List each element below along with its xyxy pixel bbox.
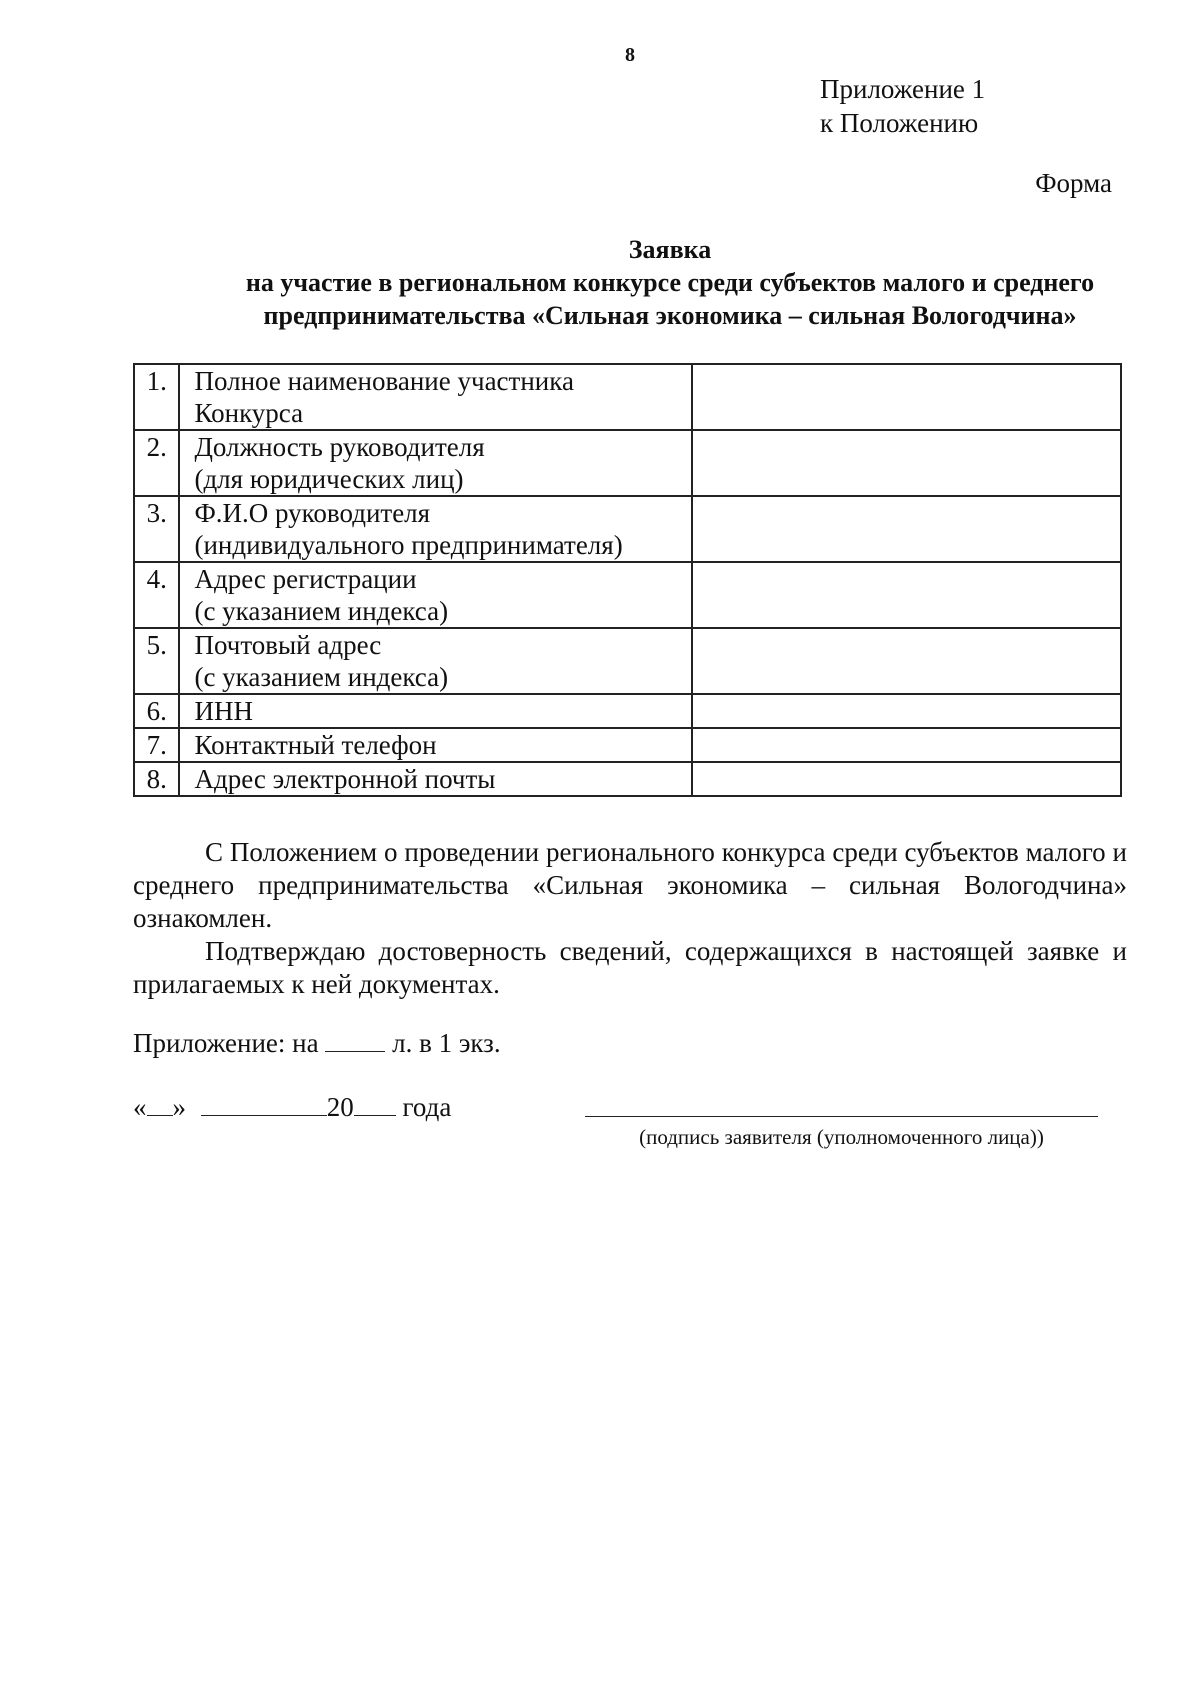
date-suffix: года	[402, 1092, 452, 1122]
table-row	[134, 496, 1121, 562]
page-number: 8	[625, 44, 635, 66]
date-close-quote: »	[172, 1092, 186, 1122]
appendix-line-2: к Положению	[820, 108, 979, 138]
row-value-field[interactable]	[692, 364, 1121, 430]
paragraph-acknowledgement: С Положением о проведении регионального конкурса среди субъектов малого и среднего предпринимательства «Сильная экономика – сильная Вологодчина» ознакомлен.	[133, 837, 1127, 933]
row-value-field[interactable]	[692, 496, 1121, 562]
date-line	[133, 1092, 451, 1123]
document-title	[120, 233, 1200, 332]
table-row	[134, 430, 1121, 496]
row-number: 8.	[134, 762, 179, 796]
row-label-line-1: Ф.И.О руководителя	[194, 498, 431, 528]
sheet-count-field[interactable]	[325, 1029, 385, 1052]
year-prefix: 20	[326, 1092, 354, 1122]
signature-field[interactable]	[585, 1116, 1098, 1117]
row-label-line-2: (индивидуального предпринимателя)	[194, 530, 623, 560]
month-field[interactable]	[201, 1093, 327, 1116]
row-number: 4.	[134, 562, 179, 628]
row-number: 2.	[134, 430, 179, 496]
row-number: 7.	[134, 728, 179, 762]
row-value-field[interactable]	[692, 762, 1121, 796]
table-row	[134, 562, 1121, 628]
row-label	[179, 430, 691, 496]
row-value-field[interactable]	[692, 728, 1121, 762]
table-row	[134, 364, 1121, 430]
row-label	[179, 364, 691, 430]
row-label-line-1: Полное наименование участника	[194, 366, 574, 396]
appendix-note	[820, 72, 985, 140]
row-label-line-2: (для юридических лиц)	[194, 464, 464, 494]
row-label	[179, 728, 691, 762]
attachment-suffix: л. в 1 экз.	[392, 1028, 501, 1058]
row-label-line-2: Конкурса	[194, 398, 304, 428]
title-line-3: предпринимательства «Сильная экономика – сильная Вологодчина»	[263, 301, 1077, 330]
table-row	[134, 728, 1121, 762]
year-field[interactable]	[354, 1093, 396, 1116]
row-label	[179, 628, 691, 694]
table-row	[134, 694, 1121, 728]
row-label-line-1: Адрес электронной почты	[194, 764, 496, 794]
row-value-field[interactable]	[692, 430, 1121, 496]
application-table	[133, 363, 1122, 797]
row-value-field[interactable]	[692, 562, 1121, 628]
row-number: 1.	[134, 364, 179, 430]
row-value-field[interactable]	[692, 694, 1121, 728]
appendix-line-1: Приложение 1	[820, 74, 986, 104]
signature-caption: (подпись заявителя (уполномоченного лица))	[639, 1125, 1044, 1149]
row-number: 5.	[134, 628, 179, 694]
title-line-1: Заявка	[628, 235, 712, 264]
row-value-field[interactable]	[692, 628, 1121, 694]
row-label-line-1: ИНН	[194, 696, 253, 726]
table-row	[134, 628, 1121, 694]
attachment-prefix: Приложение: на	[133, 1028, 319, 1058]
paragraph-confirmation: Подтверждаю достоверность сведений, содержащихся в настоящей заявке и прилагаемых к ней документах.	[133, 936, 1127, 999]
table-row	[134, 762, 1121, 796]
row-number: 3.	[134, 496, 179, 562]
row-label	[179, 562, 691, 628]
row-number: 6.	[134, 694, 179, 728]
row-label-line-1: Контактный телефон	[194, 730, 437, 760]
row-label-line-1: Должность руководителя	[194, 432, 485, 462]
row-label-line-2: (с указанием индекса)	[194, 662, 449, 692]
form-label: Форма	[1035, 168, 1112, 198]
day-field[interactable]	[147, 1093, 173, 1116]
row-label-line-1: Почтовый адрес	[194, 630, 382, 660]
date-open-quote: «	[133, 1092, 147, 1122]
title-line-2: на участие в региональном конкурсе среди субъектов малого и среднего	[245, 268, 1095, 297]
row-label	[179, 496, 691, 562]
row-label-line-1: Адрес регистрации	[194, 564, 417, 594]
row-label	[179, 694, 691, 728]
row-label-line-2: (с указанием индекса)	[194, 596, 449, 626]
row-label	[179, 762, 691, 796]
attachment-line	[133, 1028, 501, 1059]
